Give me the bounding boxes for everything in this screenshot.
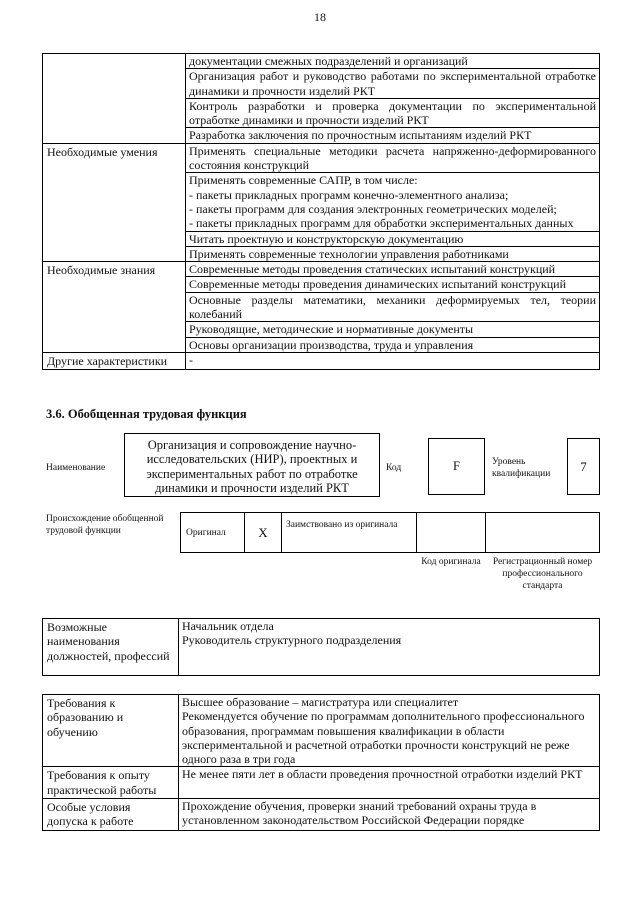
admission-value: Прохождение обучения, проверки знаний требований охраны труда в установленном законодательством Российской Федерации порядке — [179, 799, 600, 831]
table-cell: Организация работ и руководство работами по экспериментальной отработке динамики и прочности изделий РКТ — [186, 69, 600, 99]
position-item: Руководитель структурного подразделения — [182, 633, 402, 648]
experience-value: Не менее пяти лет в области проведения прочностной отработки изделий РКТ — [179, 767, 600, 799]
table-cell: Применять современные технологии управления работниками — [186, 246, 600, 261]
original-mark: X — [244, 512, 282, 553]
table-row — [43, 352, 600, 369]
table-row — [43, 262, 600, 277]
page-number: 18 — [314, 10, 326, 24]
borrowed-cell — [281, 512, 417, 553]
level-value-box: 7 — [567, 438, 600, 495]
original-label: Оригинал — [186, 528, 226, 538]
table-row — [43, 767, 600, 799]
borrowed-label: Заимствовано из оригинала — [286, 520, 398, 530]
table-row — [43, 54, 600, 69]
education-label: Требования к образованию и обучению — [43, 695, 179, 767]
table-cell: Руководящие, методические и нормативные документы — [186, 322, 600, 337]
row-label-other: Другие характеристики — [43, 352, 186, 369]
table-row — [43, 695, 600, 767]
position-item: Начальник отдела — [182, 619, 274, 633]
level-label: Уровень квалификации — [492, 457, 551, 479]
table-cell: Современные методы проведения динамических испытаний конструкций — [186, 277, 600, 292]
registration-number-caption: Регистрационный номер профессионального стандарта — [492, 557, 593, 591]
registration-number-cell — [485, 512, 600, 553]
table-cell: Применять специальные методики расчета напряженно-деформированного состояния конструкций — [186, 143, 600, 173]
table-cell: Современные методы проведения статических испытаний конструкций — [186, 262, 600, 277]
admission-label: Особые условия допуска к работе — [43, 799, 179, 831]
table-row — [43, 799, 600, 831]
table-cell: документации смежных подразделений и организаций — [186, 54, 600, 69]
function-name-box: Организация и сопровождение научно-исследовательских (НИР), проектных и экспериментальных работ по отработке динамики и прочности изделий РКТ — [124, 433, 380, 497]
labor-function-table — [42, 53, 600, 370]
name-label: Наименование — [46, 463, 106, 473]
table-cell: - — [186, 352, 600, 369]
experience-label: Требования к опыту практической работы — [43, 767, 179, 799]
table-cell: Основы организации производства, труда и управления — [186, 337, 600, 352]
origin-row — [180, 512, 600, 553]
education-value: Высшее образование – магистратура или специалитет Рекомендуется обучение по программам дополнительного профессионального образования, программам повышения квалификации в области экспериментальной и расчетной отработки прочности конструкций не реже одного раза в три года — [179, 695, 600, 767]
code-label: Код — [386, 463, 402, 473]
table-cell: Разработка заключения по прочностным испытаниям изделий РКТ — [186, 128, 600, 143]
origin-label: Происхождение обобщенной трудовой функции — [46, 514, 164, 536]
original-code-caption: Код оригинала — [421, 557, 481, 567]
row-label — [43, 54, 186, 144]
table-cell: Читать проектную и конструкторскую документацию — [186, 231, 600, 246]
code-value-box: F — [428, 438, 485, 495]
positions-cell — [179, 619, 600, 676]
original-code-cell — [416, 512, 486, 553]
positions-table — [42, 618, 600, 676]
table-cell: Применять современные САПР, в том числе: - пакеты прикладных программ конечно-элементного анализа; - пакеты программ для создания электронных геометрических моделей; - пакеты прикладных программ для обработки экспериментальных данных — [186, 173, 600, 231]
row-label-knowledge: Необходимые знания — [43, 262, 186, 353]
table-cell: Основные разделы математики, механики деформируемых тел, теории колебаний — [186, 292, 600, 322]
table-cell: Контроль разработки и проверка документации по экспериментальной отработке динамики и прочности изделий РКТ — [186, 98, 600, 128]
positions-label: Возможные наименования должностей, профессий — [43, 619, 179, 676]
table-row — [43, 143, 600, 173]
section-title: 3.6. Обобщенная трудовая функция — [46, 407, 247, 421]
table-row — [43, 619, 600, 676]
row-label-skills: Необходимые умения — [43, 143, 186, 261]
requirements-table — [42, 694, 600, 831]
original-cell — [180, 512, 245, 553]
